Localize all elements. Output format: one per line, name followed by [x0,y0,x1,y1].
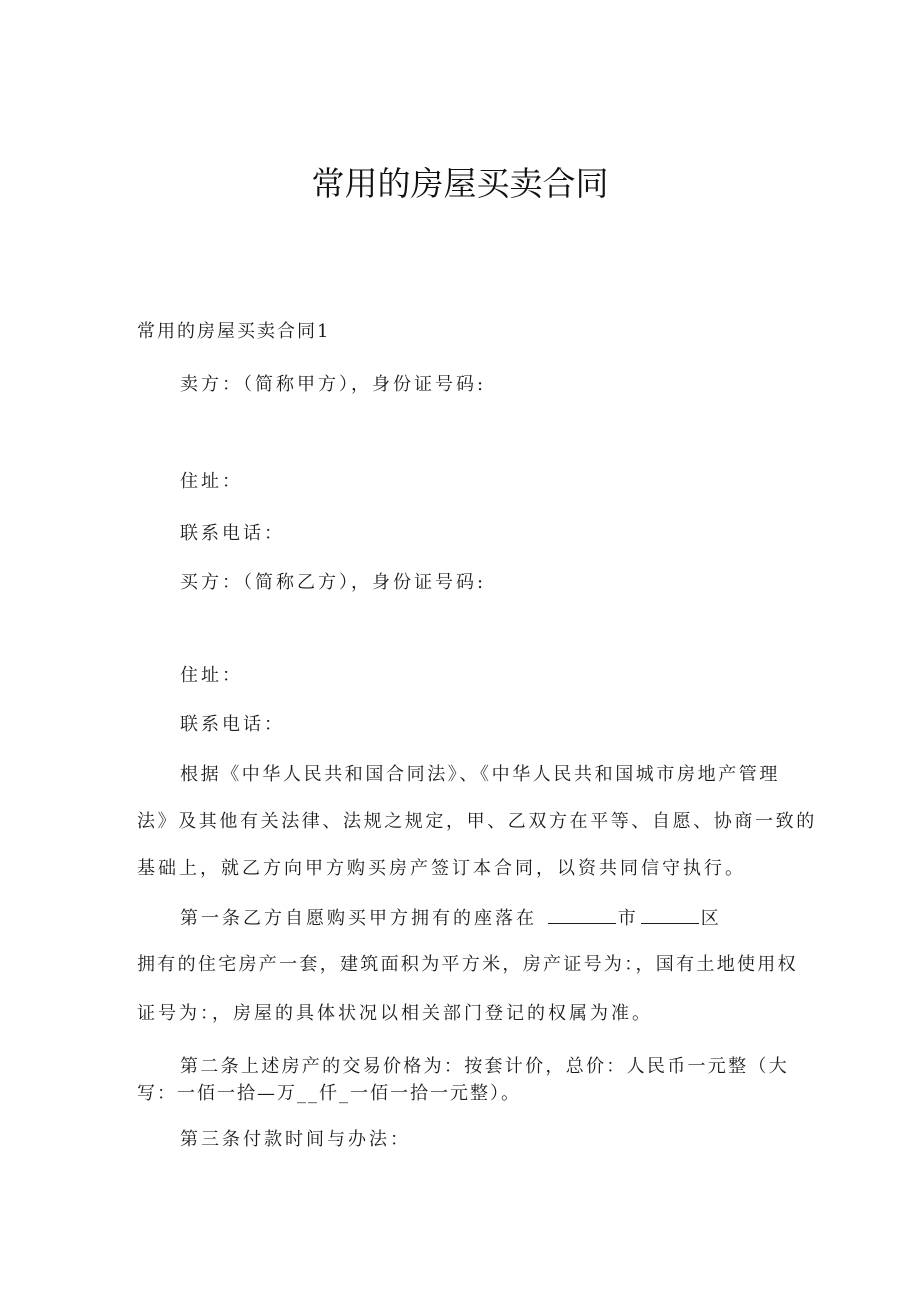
document-title: 常用的房屋买卖合同 [311,164,609,203]
preamble-line-1: 根据《中华人民共和国合同法》、《中华人民共和国城市房地产管理 [180,764,780,785]
preamble-line-2: 法》及其他有关法律、法规之规定，甲、乙双方在平等、自愿、协商一致的 [137,811,817,832]
article-1-line-3: 证号为：，房屋的具体状况以相关部门登记的权属为准。 [137,1003,653,1024]
city-blank [548,905,616,924]
seller-address: 住址： [180,471,243,492]
seller-phone: 联系电话： [180,523,285,544]
district-blank [641,905,699,924]
buyer-line: 买方：（简称乙方），身份证号码: [180,572,487,593]
article-2-line-2: 写：一佰一拾—万__仟_一佰一拾一元整）。 [137,1083,521,1104]
section-heading: 常用的房屋买卖合同1 [137,321,331,342]
preamble-line-3: 基础上，就乙方向甲方购买房产签订本合同，以资共同信守执行。 [137,858,746,879]
article-1-line-2: 拥有的住宅房产一套，建筑面积为平方米，房产证号为：，国有土地使用权 [137,954,798,975]
article-2-line-1: 第二条上述房产的交易价格为：按套计价，总价：人民币一元整（大 [180,1056,789,1077]
article-3-heading: 第三条付款时间与办法： [180,1129,411,1150]
seller-line: 卖方：（简称甲方），身份证号码: [180,374,487,395]
article-1-line-1 [180,905,722,931]
article-1-city-label: 市 [617,908,639,929]
buyer-phone: 联系电话： [180,714,285,735]
article-1-district-label: 区 [700,908,722,929]
buyer-address: 住址： [180,665,243,686]
article-1-prefix: 第一条乙方自愿购买甲方拥有的座落在 [180,908,537,929]
